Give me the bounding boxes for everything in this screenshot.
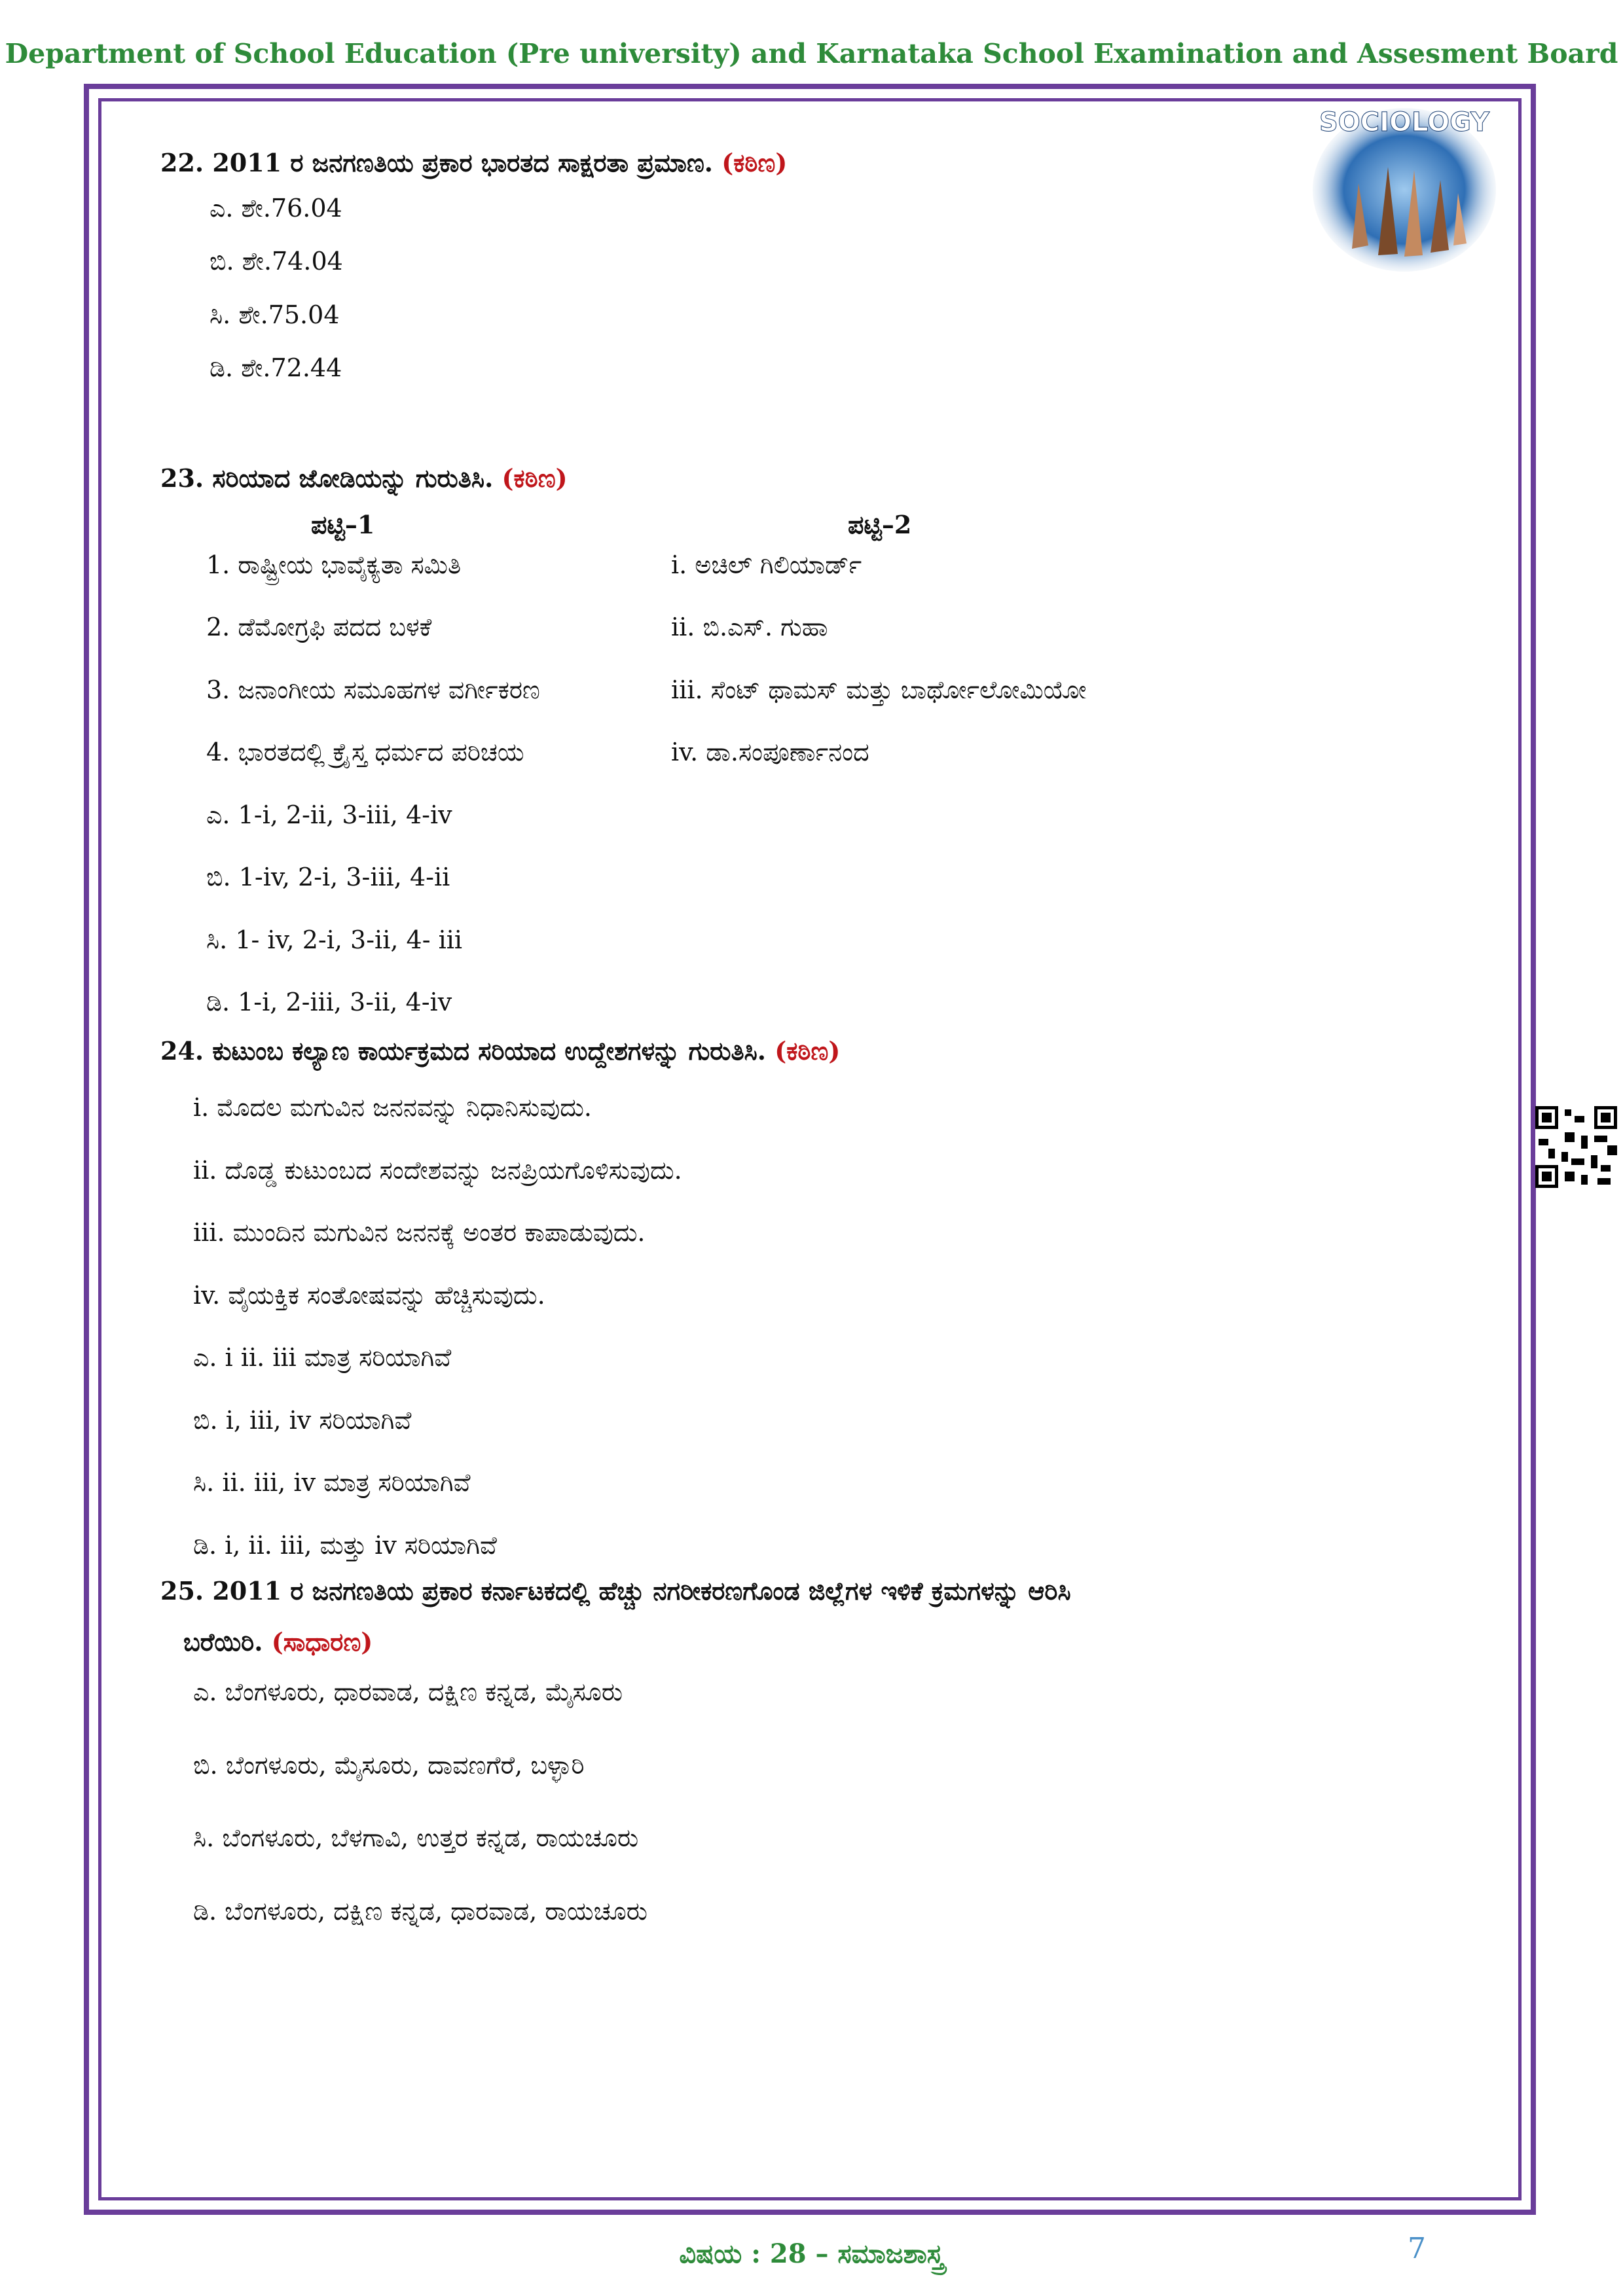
question-22: 22. 2011 ರ ಜನಗಣತಿಯ ಪ್ರಕಾರ ಭಾರತದ ಸಾಕ್ಷರತಾ ಪ್ರಮಾಣ. (ಕಠಿಣ) — [160, 148, 788, 177]
option-d: ಡಿ. i, ii. iii, ಮತ್ತು iv ಸರಿಯಾಗಿವೆ — [193, 1530, 497, 1560]
statement-2: ii. ದೊಡ್ಡ ಕುಟುಂಬದ ಸಂದೇಶವನ್ನು ಜನಪ್ರಿಯಗೊಳಿಸುವುದು. — [193, 1155, 682, 1185]
difficulty-tag: (ಕಠಿಣ) — [721, 148, 788, 177]
question-25-continued: ಬರೆಯಿರಿ. (ಸಾಧಾರಣ) — [183, 1626, 373, 1657]
statement-1: i. ಮೊದಲ ಮಗುವಿನ ಜನನವನ್ನು ನಿಧಾನಿಸುವುದು. — [193, 1093, 592, 1122]
option-c: ಸಿ. ii. iii, iv ಮಾತ್ರ ಸರಿಯಾಗಿವೆ — [193, 1468, 471, 1497]
match-row: 3. ಜನಾಂಗೀಯ ಸಮೂಹಗಳ ವರ್ಗೀಕರಣ iii. ಸೆಂಟ್ ಥಾಮಸ್ ಮತ್ತು ಬಾರ್ಥೋಲೋಮಿಯೋ — [206, 675, 1087, 704]
match-row: 1. ರಾಷ್ಟ್ರೀಯ ಭಾವೈಕ್ಯತಾ ಸಮಿತಿ i. ಅಚಿಲ್ ಗಿಲಿಯಾರ್ಡ್ — [206, 550, 862, 579]
option-b: ಬಿ. ಶೇ.74.04 — [210, 247, 343, 276]
option-d: ಡಿ. 1-i, 2-iii, 3-ii, 4-iv — [206, 988, 452, 1016]
difficulty-tag: (ಸಾಧಾರಣ) — [271, 1626, 373, 1657]
question-content — [160, 147, 1339, 1927]
option-b: ಬಿ. ಬೆಂಗಳೂರು, ಮೈಸೂರು, ದಾವಣಗೆರೆ, ಬಳ್ಳಾರಿ — [193, 1750, 585, 1780]
option-c: ಸಿ. 1- iv, 2-i, 3-ii, 4- iii — [206, 925, 463, 954]
match-row: 4. ಭಾರತದಲ್ಲಿ ಕ್ರೈಸ್ತ ಧರ್ಮದ ಪರಿಚಯ iv. ಡಾ.ಸಂಪೂರ್ಣಾನಂದ — [206, 738, 869, 766]
column-1-header: ಪಟ್ಟಿ–1 — [311, 510, 375, 539]
subject-footer: ವಿಷಯ : 28 – ಸಮಾಜಶಾಸ್ತ್ರ — [679, 2238, 944, 2269]
option-a: ಎ. i ii. iii ಮಾತ್ರ ಸರಿಯಾಗಿವೆ — [193, 1343, 452, 1372]
page-header: Department of School Education (Pre university) and Karnataka School Examination and Assesment Board — [5, 38, 1618, 69]
option-b: ಬಿ. 1-iv, 2-i, 3-iii, 4-ii — [206, 863, 450, 891]
option-c: ಸಿ. ಶೇ.75.04 — [210, 300, 340, 329]
difficulty-tag: (ಕಠಿಣ) — [775, 1035, 841, 1066]
option-c: ಸಿ. ಬೆಂಗಳೂರು, ಬೆಳಗಾವಿ, ಉತ್ತರ ಕನ್ನಡ, ರಾಯಚೂರು — [193, 1823, 639, 1852]
option-b: ಬಿ. i, iii, iv ಸರಿಯಾಗಿವೆ — [193, 1405, 412, 1435]
option-a: ಎ. ಶೇ.76.04 — [210, 193, 342, 223]
match-row: 2. ಡೆಮೋಗ್ರಫಿ ಪದದ ಬಳಕೆ ii. ಬಿ.ಎಸ್. ಗುಹಾ — [206, 613, 828, 641]
option-a: ಎ. ಬೆಂಗಳೂರು, ಧಾರವಾಡ, ದಕ್ಷಿಣ ಕನ್ನಡ, ಮೈಸೂರು — [193, 1677, 623, 1706]
statement-3: iii. ಮುಂದಿನ ಮಗುವಿನ ಜನನಕ್ಕೆ ಅಂತರ ಕಾಪಾಡುವುದು. — [193, 1218, 646, 1247]
question-24: 24. ಕುಟುಂಬ ಕಲ್ಯಾಣ ಕಾರ್ಯಕ್ರಮದ ಸರಿಯಾದ ಉದ್ದೇಶಗಳನ್ನು ಗುರುತಿಸಿ. (ಕಠಿಣ) — [160, 1035, 841, 1066]
logo-text: SOCIOLOGY — [1319, 107, 1490, 137]
column-2-header: ಪಟ್ಟಿ–2 — [848, 510, 912, 539]
page-number: 7 — [1408, 2232, 1426, 2265]
match-table-header — [160, 509, 1339, 541]
difficulty-tag: (ಕಠಿಣ) — [501, 463, 568, 493]
option-a: ಎ. 1-i, 2-ii, 3-iii, 4-iv — [206, 800, 452, 829]
qr-code[interactable] — [1535, 1106, 1617, 1188]
question-25: 25. 2011 ರ ಜನಗಣತಿಯ ಪ್ರಕಾರ ಕರ್ನಾಟಕದಲ್ಲಿ ಹೆಚ್ಚು ನಗರೀಕರಣಗೊಂಡ ಜಿಲ್ಲೆಗಳ ಇಳಿಕೆ ಕ್ರಮಗಳನ್ನು ಆರಿಸಿ — [160, 1576, 1071, 1605]
statement-4: iv. ವೈಯಕ್ತಿಕ ಸಂತೋಷವನ್ನು ಹೆಚ್ಚಿಸುವುದು. — [193, 1280, 545, 1310]
option-d: ಡಿ. ಬೆಂಗಳೂರು, ದಕ್ಷಿಣ ಕನ್ನಡ, ಧಾರವಾಡ, ರಾಯಚೂರು — [193, 1896, 647, 1926]
option-d: ಡಿ. ಶೇ.72.44 — [210, 353, 342, 382]
question-23: 23. ಸರಿಯಾದ ಜೋಡಿಯನ್ನು ಗುರುತಿಸಿ. (ಕಠಿಣ) — [160, 463, 568, 493]
